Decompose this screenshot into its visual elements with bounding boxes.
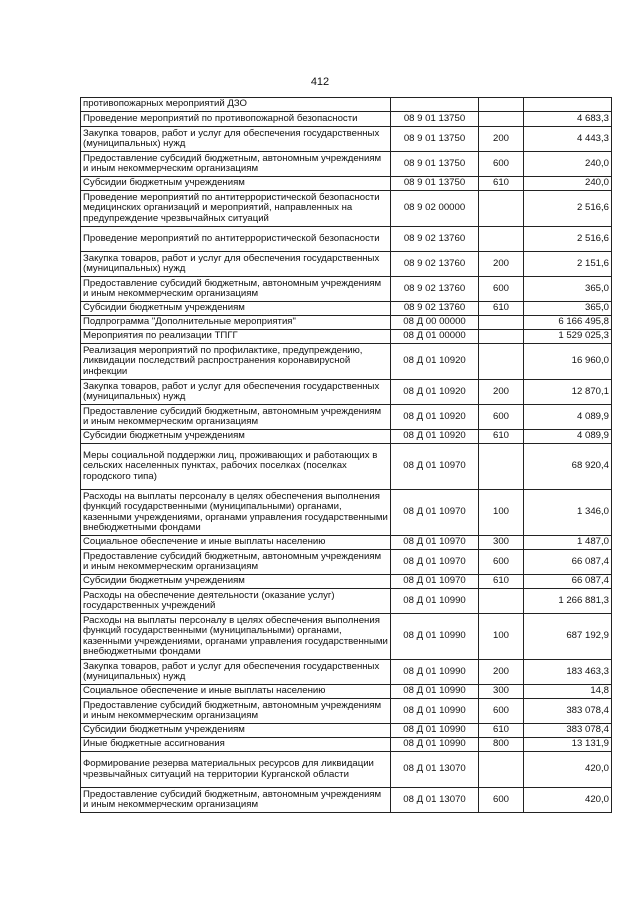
row-name-cell: Подпрограмма "Дополнительные мероприятия" (81, 316, 391, 330)
row-sum-cell: 4 089,9 (524, 430, 612, 444)
row-code-cell: 08 Д 01 10920 (391, 405, 479, 430)
row-name-cell: Субсидии бюджетным учреждениям (81, 302, 391, 316)
row-name-cell: Расходы на выплаты персоналу в целях обеспечения выполнения функций государственными (муниципальными) органами, казенными учреждениями, органами управления государственными внебюджетными фондами (81, 614, 391, 660)
table-row (81, 699, 612, 724)
row-name-cell: Предоставление субсидий бюджетным, автономным учреждениям и иным некоммерческим организациям (81, 152, 391, 177)
row-expense-type-cell (479, 344, 524, 380)
row-code-cell: 08 9 01 13750 (391, 152, 479, 177)
row-code-cell: 08 Д 01 10990 (391, 614, 479, 660)
row-code-cell: 08 Д 01 10920 (391, 430, 479, 444)
row-sum-cell: 4 443,3 (524, 127, 612, 152)
row-name-cell: Закупка товаров, работ и услуг для обеспечения государственных (муниципальных) нужд (81, 380, 391, 405)
row-code-cell: 08 9 01 13750 (391, 177, 479, 191)
row-code-cell: 08 Д 01 10970 (391, 444, 479, 490)
row-name-cell: Социальное обеспечение и иные выплаты населению (81, 685, 391, 699)
row-name-cell: Закупка товаров, работ и услуг для обеспечения государственных (муниципальных) нужд (81, 127, 391, 152)
row-expense-type-cell: 100 (479, 490, 524, 536)
row-name-cell: Субсидии бюджетным учреждениям (81, 724, 391, 738)
table-row (81, 277, 612, 302)
row-sum-cell: 240,0 (524, 152, 612, 177)
row-code-cell: 08 Д 01 13070 (391, 752, 479, 788)
row-name-cell: Субсидии бюджетным учреждениям (81, 430, 391, 444)
row-expense-type-cell: 600 (479, 788, 524, 813)
table-row (81, 405, 612, 430)
row-code-cell: 08 9 01 13750 (391, 127, 479, 152)
row-name-cell: Предоставление субсидий бюджетным, автономным учреждениям и иным некоммерческим организациям (81, 405, 391, 430)
row-code-cell: 08 9 01 13750 (391, 112, 479, 127)
row-sum-cell: 383 078,4 (524, 699, 612, 724)
table-row (81, 152, 612, 177)
table-row (81, 685, 612, 699)
row-code-cell: 08 9 02 00000 (391, 191, 479, 227)
row-sum-cell: 2 516,6 (524, 191, 612, 227)
row-expense-type-cell: 200 (479, 380, 524, 405)
table-row (81, 575, 612, 589)
row-code-cell: 08 Д 00 00000 (391, 316, 479, 330)
row-code-cell: 08 Д 01 10990 (391, 589, 479, 614)
row-sum-cell: 1 266 881,3 (524, 589, 612, 614)
row-name-cell: Проведение мероприятий по антитеррористической безопасности (81, 227, 391, 252)
row-expense-type-cell (479, 752, 524, 788)
row-name-cell: Меры социальной поддержки лиц, проживающих и работающих в сельских населенных пунктах, рабочих поселках (поселках городского типа) (81, 444, 391, 490)
row-sum-cell: 365,0 (524, 277, 612, 302)
row-expense-type-cell: 300 (479, 536, 524, 550)
row-name-cell: Формирование резерва материальных ресурсов для ликвидации чрезвычайных ситуаций на территории Курганской области (81, 752, 391, 788)
table-row (81, 614, 612, 660)
row-code-cell: 08 Д 01 10970 (391, 536, 479, 550)
row-expense-type-cell (479, 112, 524, 127)
row-sum-cell: 66 087,4 (524, 575, 612, 589)
table-row (81, 252, 612, 277)
row-expense-type-cell: 600 (479, 277, 524, 302)
row-expense-type-cell: 200 (479, 252, 524, 277)
table-row (81, 589, 612, 614)
row-name-cell: Закупка товаров, работ и услуг для обеспечения государственных (муниципальных) нужд (81, 252, 391, 277)
row-expense-type-cell (479, 444, 524, 490)
row-expense-type-cell: 300 (479, 685, 524, 699)
table-row (81, 191, 612, 227)
row-expense-type-cell: 610 (479, 575, 524, 589)
row-code-cell: 08 Д 01 10970 (391, 575, 479, 589)
row-expense-type-cell: 800 (479, 738, 524, 752)
row-expense-type-cell: 200 (479, 127, 524, 152)
row-code-cell: 08 Д 01 10920 (391, 344, 479, 380)
row-code-cell: 08 Д 01 10990 (391, 724, 479, 738)
row-expense-type-cell (479, 589, 524, 614)
row-code-cell: 08 9 02 13760 (391, 277, 479, 302)
row-name-cell: Иные бюджетные ассигнования (81, 738, 391, 752)
table-row (81, 444, 612, 490)
table-row (81, 177, 612, 191)
row-name-cell: Мероприятия по реализации ТПГГ (81, 330, 391, 344)
row-expense-type-cell: 600 (479, 550, 524, 575)
row-sum-cell: 1 529 025,3 (524, 330, 612, 344)
row-expense-type-cell: 610 (479, 430, 524, 444)
row-name-cell: Закупка товаров, работ и услуг для обеспечения государственных (муниципальных) нужд (81, 660, 391, 685)
row-sum-cell: 13 131,9 (524, 738, 612, 752)
table-row (81, 752, 612, 788)
row-sum-cell: 1 487,0 (524, 536, 612, 550)
table-row (81, 112, 612, 127)
row-expense-type-cell: 610 (479, 724, 524, 738)
row-name-cell: Субсидии бюджетным учреждениям (81, 575, 391, 589)
table-row (81, 724, 612, 738)
row-sum-cell: 420,0 (524, 788, 612, 813)
row-sum-cell: 687 192,9 (524, 614, 612, 660)
row-code-cell: 08 9 02 13760 (391, 227, 479, 252)
row-sum-cell: 68 920,4 (524, 444, 612, 490)
row-expense-type-cell: 200 (479, 660, 524, 685)
row-sum-cell: 12 870,1 (524, 380, 612, 405)
table-row (81, 430, 612, 444)
row-expense-type-cell: 610 (479, 302, 524, 316)
row-name-cell: Предоставление субсидий бюджетным, автономным учреждениям и иным некоммерческим организациям (81, 788, 391, 813)
row-sum-cell: 16 960,0 (524, 344, 612, 380)
row-expense-type-cell: 610 (479, 177, 524, 191)
row-code-cell: 08 Д 01 10990 (391, 699, 479, 724)
table-row (81, 316, 612, 330)
table-row (81, 490, 612, 536)
row-expense-type-cell: 100 (479, 614, 524, 660)
budget-table-body (81, 98, 612, 813)
row-expense-type-cell: 600 (479, 152, 524, 177)
row-sum-cell: 383 078,4 (524, 724, 612, 738)
row-sum-cell: 365,0 (524, 302, 612, 316)
row-code-cell: 08 9 02 13760 (391, 252, 479, 277)
row-sum-cell: 183 463,3 (524, 660, 612, 685)
row-name-cell: Субсидии бюджетным учреждениям (81, 177, 391, 191)
table-row (81, 550, 612, 575)
row-expense-type-cell (479, 98, 524, 112)
row-expense-type-cell (479, 316, 524, 330)
row-sum-cell: 2 151,6 (524, 252, 612, 277)
row-sum-cell: 240,0 (524, 177, 612, 191)
row-name-cell: Реализация мероприятий по профилактике, предупреждению, ликвидации последствий распространения коронавирусной инфекции (81, 344, 391, 380)
table-row (81, 380, 612, 405)
row-code-cell: 08 Д 01 10920 (391, 380, 479, 405)
row-code-cell: 08 Д 01 10990 (391, 685, 479, 699)
row-sum-cell: 4 089,9 (524, 405, 612, 430)
row-sum-cell: 420,0 (524, 752, 612, 788)
page-number: 412 (310, 76, 330, 88)
row-code-cell: 08 Д 01 10990 (391, 738, 479, 752)
row-code-cell: 08 9 02 13760 (391, 302, 479, 316)
row-code-cell: 08 Д 01 10970 (391, 490, 479, 536)
row-sum-cell: 1 346,0 (524, 490, 612, 536)
row-sum-cell: 4 683,3 (524, 112, 612, 127)
row-name-cell: Расходы на выплаты персоналу в целях обеспечения выполнения функций государственными (муниципальными) органами, казенными учреждениями, органами управления государственными внебюджетными фондами (81, 490, 391, 536)
row-sum-cell (524, 98, 612, 112)
row-sum-cell: 2 516,6 (524, 227, 612, 252)
table-row (81, 788, 612, 813)
row-name-cell: Предоставление субсидий бюджетным, автономным учреждениям и иным некоммерческим организациям (81, 699, 391, 724)
row-name-cell: Проведение мероприятий по противопожарной безопасности (81, 112, 391, 127)
row-name-cell: Предоставление субсидий бюджетным, автономным учреждениям и иным некоммерческим организациям (81, 550, 391, 575)
row-expense-type-cell (479, 227, 524, 252)
row-name-cell: Проведение мероприятий по антитеррористической безопасности медицинских организаций и мероприятий, направленных на предупреждение чрезвычайных ситуаций (81, 191, 391, 227)
row-expense-type-cell (479, 330, 524, 344)
row-name-cell: Предоставление субсидий бюджетным, автономным учреждениям и иным некоммерческим организациям (81, 277, 391, 302)
row-code-cell: 08 Д 01 00000 (391, 330, 479, 344)
row-expense-type-cell (479, 191, 524, 227)
row-name-cell: Социальное обеспечение и иные выплаты населению (81, 536, 391, 550)
table-row (81, 330, 612, 344)
row-code-cell: 08 Д 01 10970 (391, 550, 479, 575)
row-code-cell: 08 Д 01 10990 (391, 660, 479, 685)
row-code-cell: 08 Д 01 13070 (391, 788, 479, 813)
table-row (81, 127, 612, 152)
row-sum-cell: 14,8 (524, 685, 612, 699)
budget-table (80, 97, 612, 813)
row-name-cell: противопожарных мероприятий ДЗО (81, 98, 391, 112)
row-code-cell (391, 98, 479, 112)
table-row (81, 227, 612, 252)
table-row (81, 98, 612, 112)
table-row (81, 536, 612, 550)
row-expense-type-cell: 600 (479, 405, 524, 430)
table-row (81, 738, 612, 752)
table-row (81, 660, 612, 685)
row-sum-cell: 66 087,4 (524, 550, 612, 575)
table-row (81, 302, 612, 316)
row-sum-cell: 6 166 495,8 (524, 316, 612, 330)
row-expense-type-cell: 600 (479, 699, 524, 724)
row-name-cell: Расходы на обеспечение деятельности (оказание услуг) государственных учреждений (81, 589, 391, 614)
table-row (81, 344, 612, 380)
